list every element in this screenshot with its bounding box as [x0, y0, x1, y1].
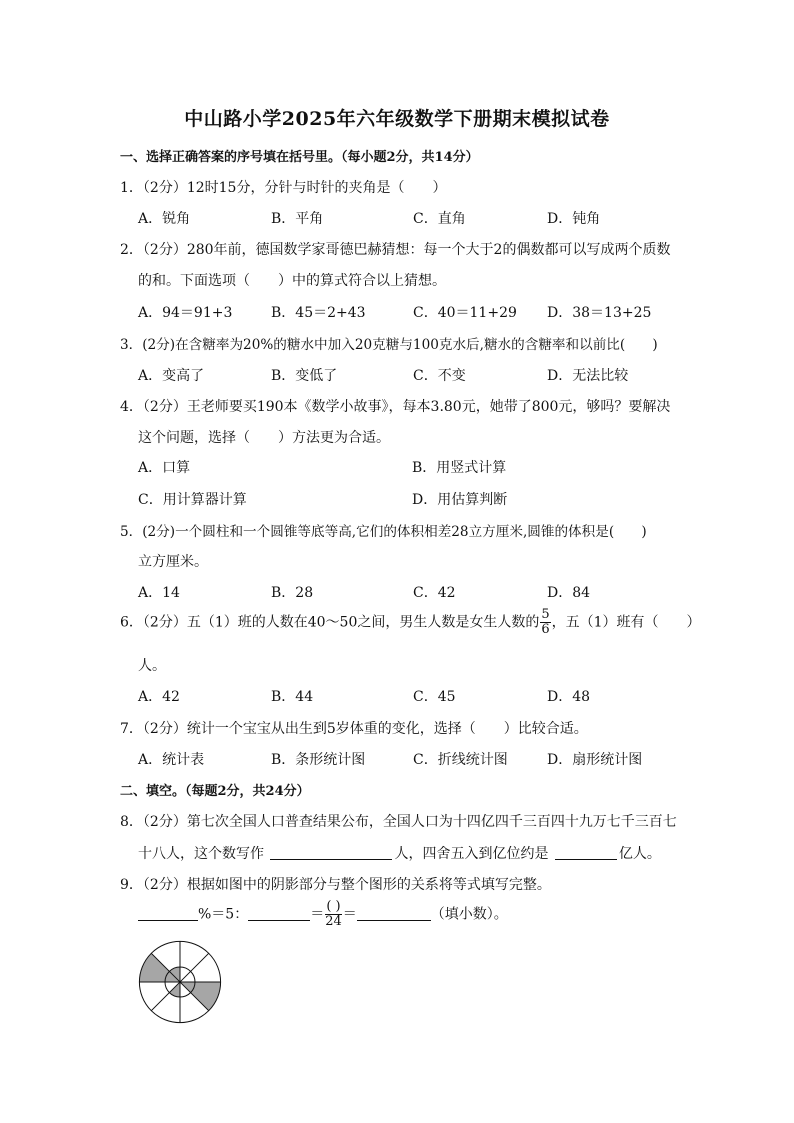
q9-percent-blank[interactable] — [138, 906, 198, 921]
q1-option-a[interactable]: A．锐角 — [138, 211, 191, 227]
question-3: 3．(2分)在含糖率为20%的糖水中加入20克糖与100克水后,糖水的含糖率和以前比( ) — [120, 337, 658, 353]
section-2-heading: 二、填空。（每题2分，共24分） — [120, 784, 310, 799]
q3-option-a[interactable]: A．变高了 — [138, 368, 205, 384]
q1-option-c[interactable]: C．直角 — [413, 211, 466, 227]
question-6-line-2: 人。 — [138, 658, 166, 674]
q3-option-b[interactable]: B．变低了 — [271, 368, 338, 384]
q9-ratio-blank[interactable] — [248, 906, 310, 921]
q4-option-a[interactable]: A．口算 — [138, 460, 191, 476]
q9-eq-note: （填小数）。 — [430, 906, 508, 923]
q6-fraction-numerator: 5 — [541, 607, 550, 622]
question-1: 1．（2分）12时15分，分针与时针的夹角是（ ） — [120, 180, 447, 196]
q1-option-d[interactable]: D．钝角 — [547, 211, 601, 227]
question-4-line-2: 这个问题，选择（ ）方法更为合适。 — [138, 430, 390, 446]
q7-option-c[interactable]: C．折线统计图 — [413, 752, 508, 768]
q2-option-a[interactable]: A．94＝91+3 — [138, 305, 233, 321]
q9-fraction-denominator: 24 — [325, 914, 342, 929]
q8-text-a: 十八人，这个数写作 — [138, 846, 264, 862]
q4-option-d[interactable]: D．用估算判断 — [412, 492, 508, 508]
q8-rounded-blank[interactable] — [555, 845, 617, 860]
question-8-line-2 — [138, 843, 661, 863]
q4-option-c[interactable]: C．用计算器计算 — [138, 492, 247, 508]
q9-fraction — [325, 900, 342, 929]
question-2-line-2: 的和。下面选项（ ）中的算式符合以上猜想。 — [138, 273, 446, 289]
q6-option-d[interactable]: D．48 — [547, 689, 591, 705]
page-title: 中山路小学2025年六年级数学下册期末模拟试卷 — [184, 108, 610, 130]
q7-option-d[interactable]: D．扇形统计图 — [547, 752, 643, 768]
q8-text-c: 亿人。 — [618, 846, 661, 862]
q5-option-d[interactable]: D．84 — [547, 585, 591, 601]
q2-option-c[interactable]: C．40＝11+29 — [413, 305, 517, 321]
question-5-line-2: 立方厘米。 — [138, 554, 208, 570]
question-6-text-b: ，五（1）班有（ ） — [551, 614, 701, 631]
q6-option-b[interactable]: B．44 — [271, 689, 314, 705]
shaded-outer-sector-left — [139, 953, 180, 982]
question-8-line-1: 8．（2分）第七次全国人口普查结果公布，全国人口为十四亿四千三百四十九万七千三百七 — [120, 814, 677, 830]
question-2-line-1: 2．（2分）280年前，德国数学家哥德巴赫猜想：每一个大于2的偶数都可以写成两个质数 — [120, 242, 671, 258]
q9-eq-equals-2: ＝ — [342, 906, 357, 923]
question-4-line-1: 4．（2分）王老师要买190本《数学小故事》，每本3.80元，她带了800元，够吗？要解决 — [120, 399, 671, 415]
question-9-line-1: 9．（2分）根据如图中的阴影部分与整个图形的关系将等式填写完整。 — [120, 877, 551, 893]
q5-option-c[interactable]: C．42 — [413, 585, 456, 601]
q8-written-number-blank[interactable] — [270, 845, 392, 860]
q1-option-b[interactable]: B．平角 — [271, 211, 324, 227]
q9-fraction-numerator[interactable]: ( ) — [326, 899, 341, 914]
question-5-line-1: 5．(2分)一个圆柱和一个圆锥等底等高,它们的体积相差28立方厘米,圆锥的体积是( ) — [120, 524, 647, 540]
q5-option-b[interactable]: B．28 — [271, 585, 314, 601]
q4-option-b[interactable]: B．用竖式计算 — [412, 460, 507, 476]
q5-option-a[interactable]: A．14 — [138, 585, 180, 601]
q3-option-c[interactable]: C．不变 — [413, 368, 466, 384]
q6-option-a[interactable]: A．42 — [138, 689, 180, 705]
q9-eq-equals-1: ＝ — [310, 906, 325, 923]
q7-option-a[interactable]: A．统计表 — [138, 752, 205, 768]
q6-fraction-denominator: 6 — [541, 622, 550, 637]
q2-option-d[interactable]: D．38＝13+25 — [547, 305, 652, 321]
question-6-line-1 — [120, 608, 701, 637]
shaded-circle-figure — [136, 938, 224, 1026]
q3-option-d[interactable]: D．无法比较 — [547, 368, 629, 384]
q9-decimal-blank[interactable] — [357, 906, 431, 921]
q6-option-c[interactable]: C．45 — [413, 689, 456, 705]
q2-option-b[interactable]: B．45＝2+43 — [271, 305, 366, 321]
section-1-heading: 一、选择正确答案的序号填在括号里。（每小题2分，共14分） — [120, 150, 479, 165]
q7-option-b[interactable]: B．条形统计图 — [271, 752, 366, 768]
q8-text-b: 人，四舍五入到亿位约是 — [394, 846, 549, 862]
question-6-text-a: 6．（2分）五（1）班的人数在40～50之间，男生人数是女生人数的 — [120, 614, 540, 631]
q9-eq-percent: %＝5： — [198, 906, 249, 923]
shaded-outer-sector-right — [180, 982, 221, 1011]
question-9-equation — [138, 900, 508, 929]
q6-fraction — [540, 608, 550, 637]
question-7: 7．（2分）统计一个宝宝从出生到5岁体重的变化，选择（ ）比较合适。 — [120, 721, 588, 737]
